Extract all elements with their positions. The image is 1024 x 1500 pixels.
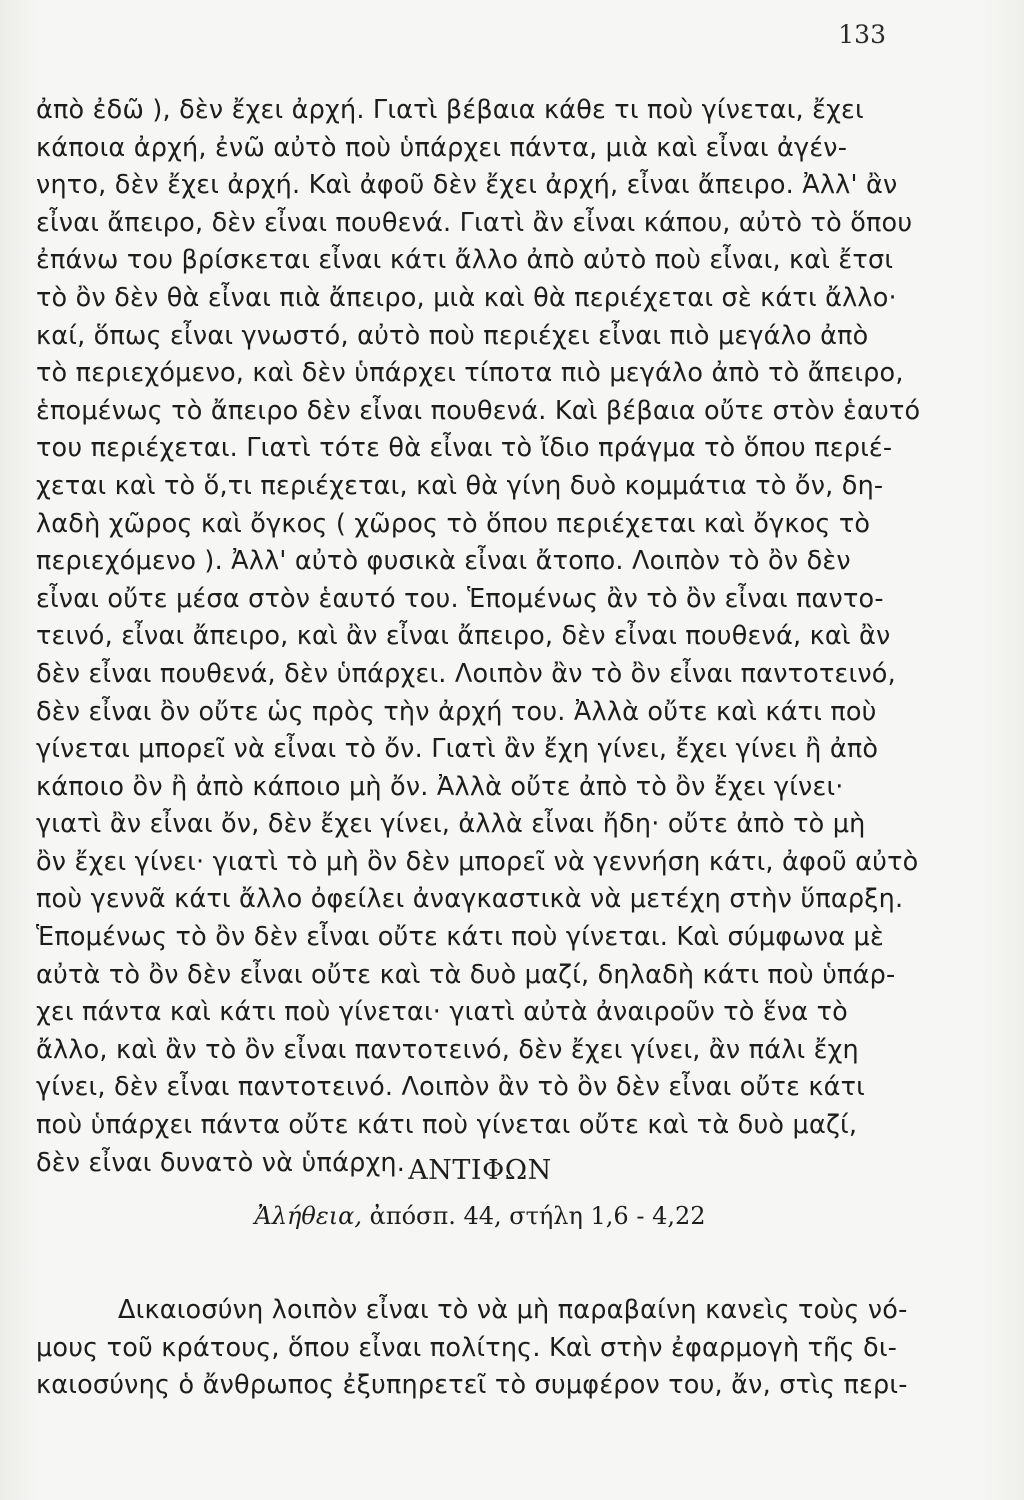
text-line: καί, ὅπως εἶναι γνωστό, αὐτὸ ποὺ περιέχει εἶναι πιὸ μεγάλο ἀπὸ xyxy=(36,320,869,351)
text-line: ἄλλο, καὶ ἂν τὸ ὂν εἶναι παντοτεινό, δὲν ἔχει γίνει, ἂν πάλι ἔχη xyxy=(36,1034,859,1065)
text-line: γίνει, δὲν εἶναι παντοτεινό. Λοιπὸν ἂν τὸ ὂν δὲν εἶναι οὔτε κάτι xyxy=(36,1072,865,1103)
text-line: του περιέχεται. Γιατὶ τότε θὰ εἶναι τὸ ἴδιο πράγμα τὸ ὅπου περιέ- xyxy=(36,433,893,464)
text-line: εἶναι ἄπειρο, δὲν εἶναι πουθενά. Γιατὶ ἂν εἶναι κάπου, αὐτὸ τὸ ὅπου xyxy=(36,207,913,238)
text-line: χει πάντα καὶ κάτι ποὺ γίνεται· γιατὶ αὐτὰ ἀναιροῦν τὸ ἕνα τὸ xyxy=(36,997,848,1028)
text-line: ποὺ γεννᾶ κάτι ἄλλο ὀφείλει ἀναγκαστικὰ νὰ μετέχη στὴν ὕπαρξη. xyxy=(36,884,904,915)
paragraph-antiphon xyxy=(36,1292,908,1405)
page-number: 133 xyxy=(838,20,886,49)
text-line: δὲν εἶναι ὂν οὔτε ὡς πρὸς τὴν ἀρχή του. Ἀλλὰ οὔτε καὶ κάτι ποὺ xyxy=(36,696,877,727)
text-line: νητο, δὲν ἔχει ἀρχή. Καὶ ἀφοῦ δὲν ἔχει ἀρχή, εἶναι ἄπειρο. Ἀλλ' ἂν xyxy=(36,170,898,201)
source-reference xyxy=(0,1202,960,1230)
fragment-reference: ἀπόσπ. 44, στήλη 1,6 - 4,22 xyxy=(362,1202,706,1230)
text-line: ἀπὸ ἐδῶ ), δὲν ἔχει ἀρχή. Γιατὶ βέβαια κάθε τι ποὺ γίνεται, ἔχει xyxy=(36,95,864,125)
work-title: Ἀλήθεια, xyxy=(254,1202,362,1230)
text-line: μους τοῦ κράτους, ὅπου εἶναι πολίτης. Καὶ στὴν ἐφαρμογὴ τῆς δι- xyxy=(36,1332,898,1363)
text-line: γίνεται μπορεῖ νὰ εἶναι τὸ ὄν. Γιατὶ ἂν ἔχη γίνει, ἔχει γίνει ἢ ἀπὸ xyxy=(36,734,879,765)
text-line: εἶναι οὔτε μέσα στὸν ἑαυτό του. Ἑπομένως ἂν τὸ ὂν εἶναι παντο- xyxy=(36,583,884,614)
text-line: αὐτὰ τὸ ὂν δὲν εἶναι οὔτε καὶ τὰ δυὸ μαζί, δηλαδὴ κάτι ποὺ ὑπάρ- xyxy=(36,959,896,990)
text-line: καιοσύνης ὁ ἄνθρωπος ἐξυπηρετεῖ τὸ συμφέρον του, ἄν, στὶς περι- xyxy=(36,1370,908,1401)
text-line: ὂν ἔχει γίνει· γιατὶ τὸ μὴ ὂν δὲν μπορεῖ νὰ γεννήση κάτι, ἀφοῦ αὐτὸ xyxy=(36,846,919,877)
text-line: ἐπάνω του βρίσκεται εἶναι κάτι ἄλλο ἀπὸ αὐτὸ ποὺ εἶναι, καὶ ἔτσι xyxy=(36,245,894,276)
text-line: περιεχόμενο ). Ἀλλ' αὐτὸ φυσικὰ εἶναι ἄτοπο. Λοιπὸν τὸ ὂν δὲν xyxy=(36,546,851,577)
text-line: δὲν εἶναι δυνατὸ νὰ ὑπάρχη. xyxy=(36,1147,406,1178)
section-heading: ΑΝΤΙΦΩΝ xyxy=(408,1155,552,1186)
text-line: δὲν εἶναι πουθενά, δὲν ὑπάρχει. Λοιπὸν ἂν τὸ ὂν εἶναι παντοτεινό, xyxy=(36,658,896,689)
text-line: τὸ ὂν δὲν θὰ εἶναι πιὰ ἄπειρο, μιὰ καὶ θὰ περιέχεται σὲ κάτι ἄλλο· xyxy=(36,282,897,313)
text-line: λαδὴ χῶρος καὶ ὄγκος ( χῶρος τὸ ὅπου περιέχεται καὶ ὄγκος τὸ xyxy=(36,508,871,539)
text-line: κάποια ἀρχή, ἐνῶ αὐτὸ ποὺ ὑπάρχει πάντα, μιὰ καὶ εἶναι ἀγέν- xyxy=(36,132,848,163)
text-line: γιατὶ ἂν εἶναι ὄν, δὲν ἔχει γίνει, ἀλλὰ εἶναι ἤδη· οὔτε ἀπὸ τὸ μὴ xyxy=(36,809,866,840)
text-line: χεται καὶ τὸ ὅ,τι περιέχεται, καὶ θὰ γίνη δυὸ κομμάτια τὸ ὄν, δη- xyxy=(36,470,884,501)
paragraph-main xyxy=(36,92,921,1182)
text-line: τὸ περιεχόμενο, καὶ δὲν ὑπάρχει τίποτα πιὸ μεγάλο ἀπὸ τὸ ἄπειρο, xyxy=(36,358,904,389)
text-line: τεινό, εἶναι ἄπειρο, καὶ ἂν εἶναι ἄπειρο, δὲν εἶναι πουθενά, καὶ ἂν xyxy=(36,621,891,652)
text-line: Ἑπομένως τὸ ὂν δὲν εἶναι οὔτε κάτι ποὺ γίνεται. Καὶ σύμφωνα μὲ xyxy=(36,922,884,953)
text-line: ποὺ ὑπάρχει πάντα οὔτε κάτι ποὺ γίνεται οὔτε καὶ τὰ δυὸ μαζί, xyxy=(36,1110,858,1141)
text-line: ἑπομένως τὸ ἄπειρο δὲν εἶναι πουθενά. Καὶ βέβαια οὔτε στὸν ἑαυτό xyxy=(36,395,921,426)
text-line: κάποιο ὂν ἢ ἀπὸ κάποιο μὴ ὄν. Ἀλλὰ οὔτε ἀπὸ τὸ ὂν ἔχει γίνει· xyxy=(36,771,844,802)
text-line: Δικαιοσύνη λοιπὸν εἶναι τὸ νὰ μὴ παραβαίνη κανεὶς τοὺς νό- xyxy=(118,1295,908,1325)
